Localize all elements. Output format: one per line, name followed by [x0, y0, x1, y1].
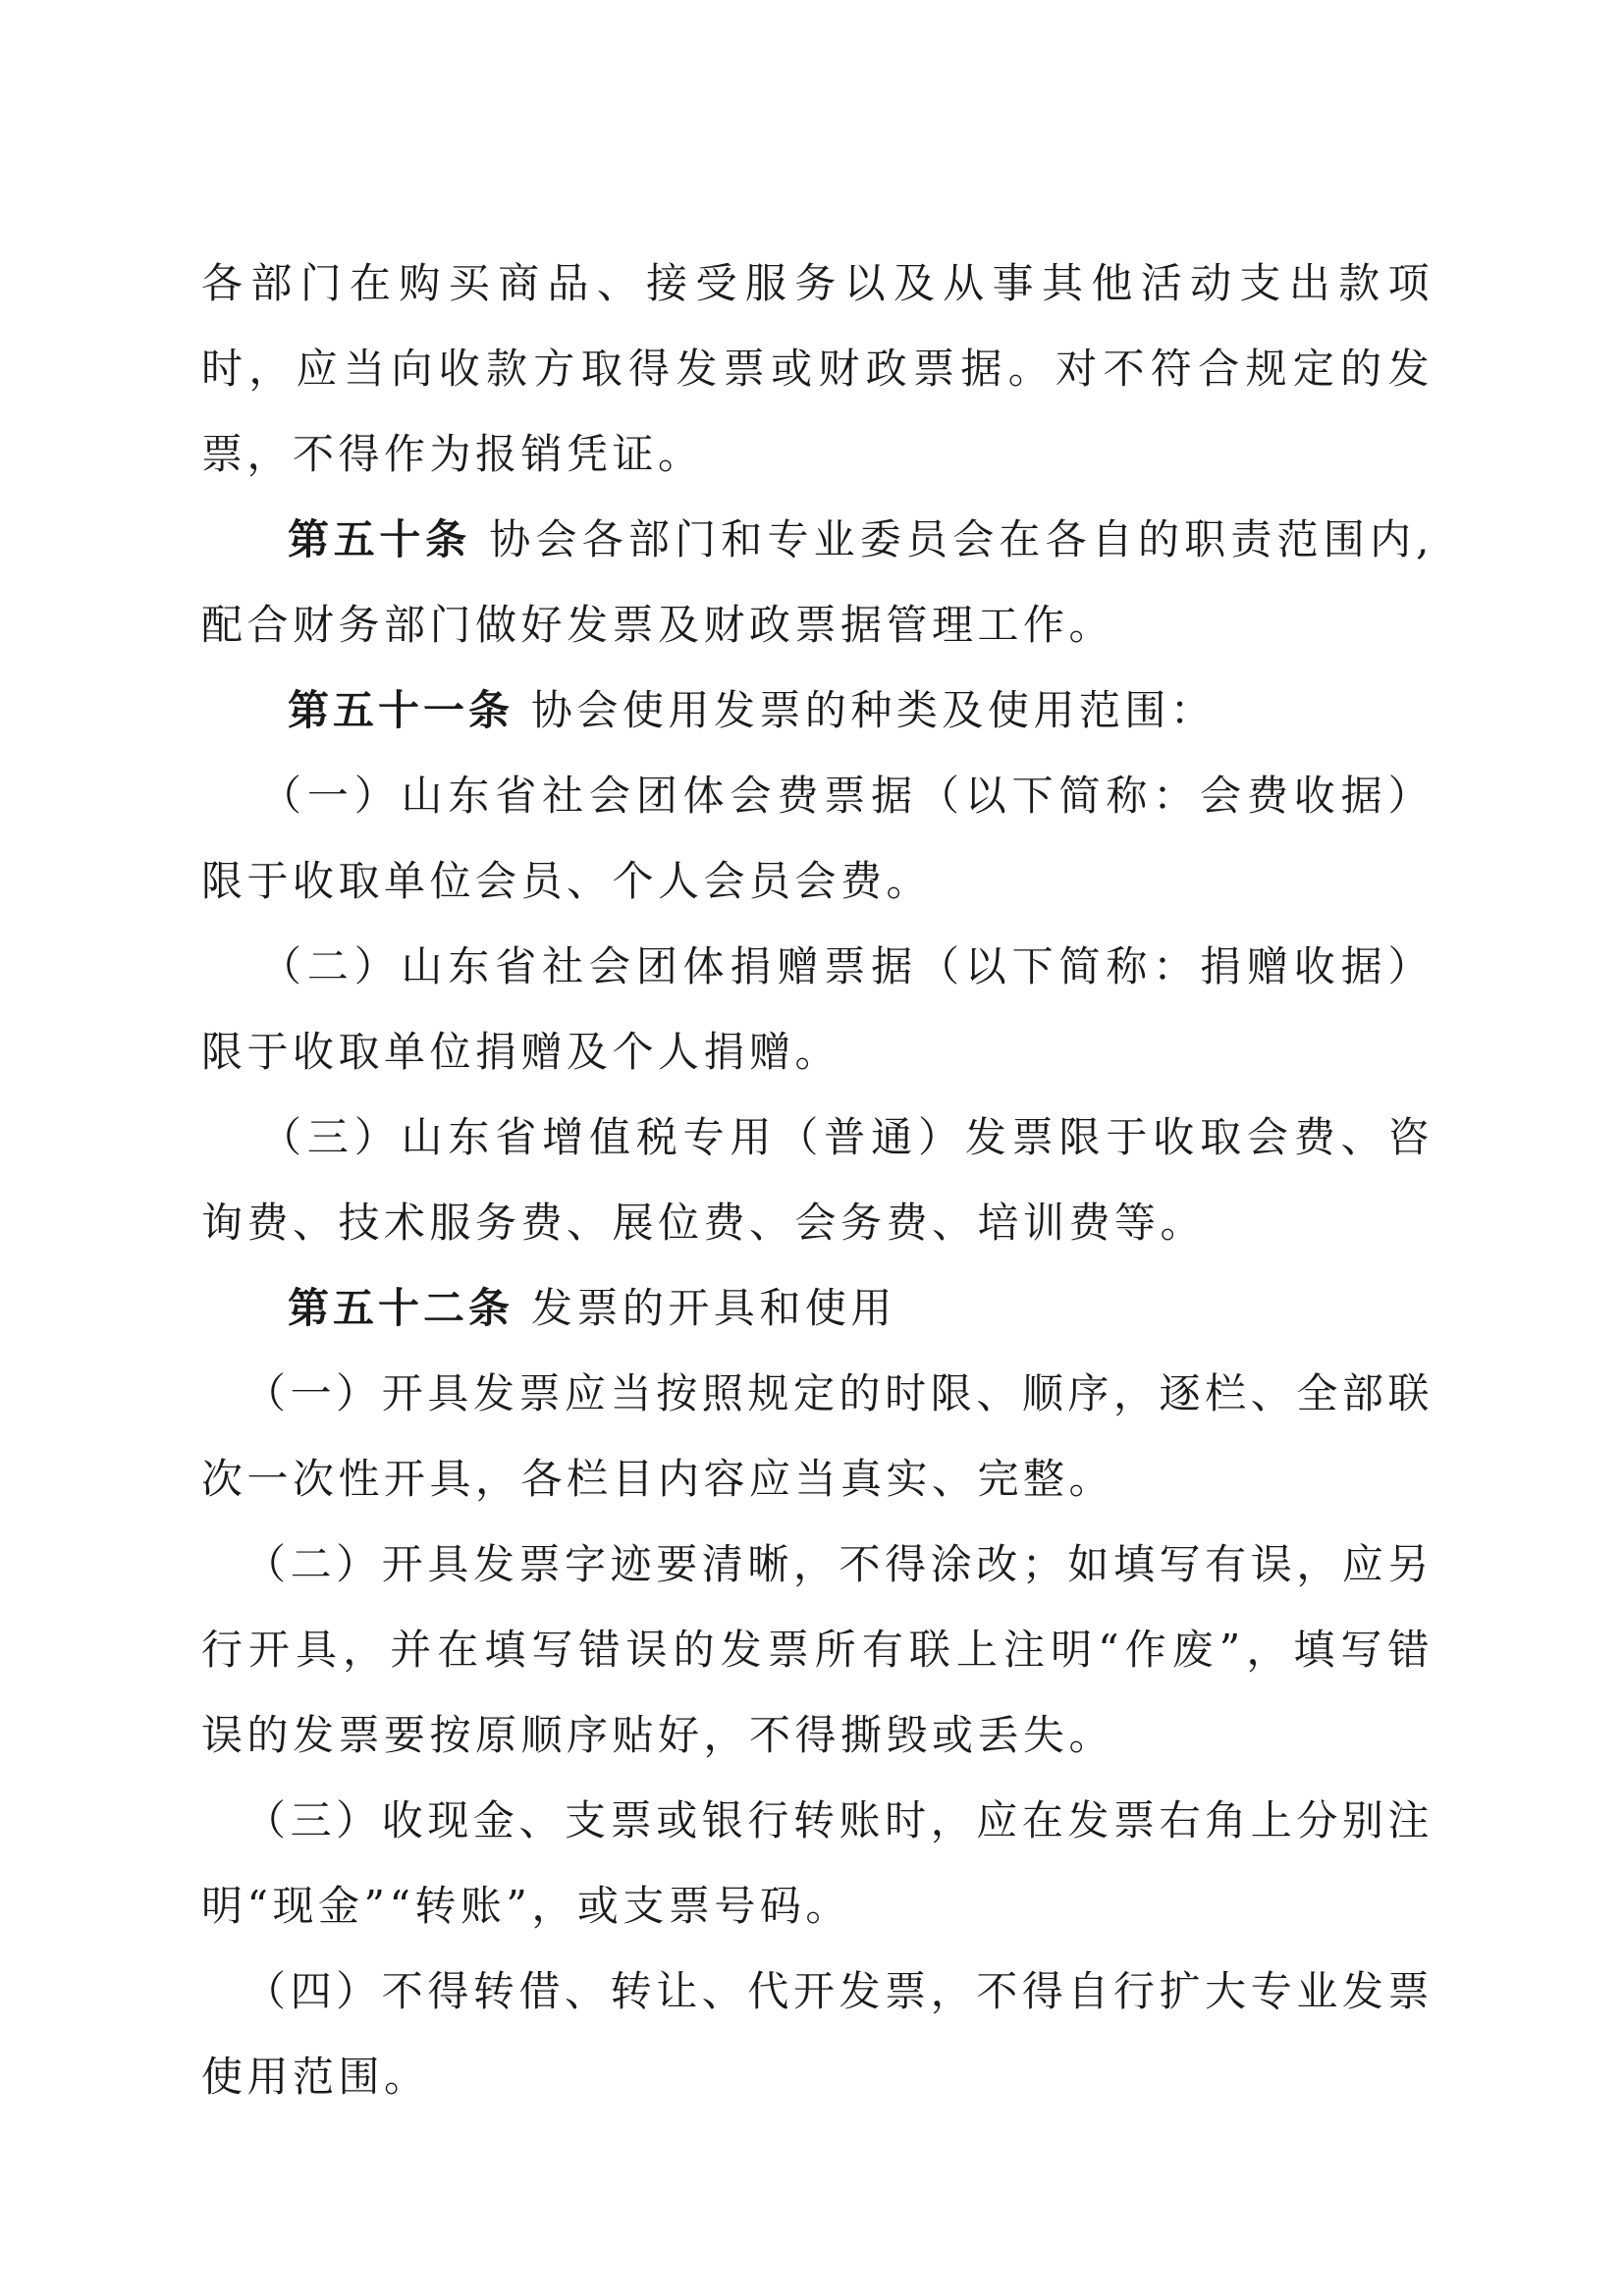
article-50-title: 第五十条 — [288, 515, 471, 563]
article-52-item-4: （四）不得转借、转让、代开发票，不得自行扩大专业发票使用范围。 — [201, 1967, 1434, 2101]
paragraph-continuation: 各部门在购买商品、接受服务以及从事其他活动支出款项时，应当向收款方取得发票或财政票据。对不符合规定的发票，不得作为报销凭证。 — [201, 259, 1434, 478]
document-body — [201, 240, 1434, 2119]
article-50-body: 协会各部门和专业委员会在各自的职责范围内,配合财务部门做好发票及财政票据管理工作。 — [201, 515, 1434, 649]
article-52-item-3: （三）收现金、支票或银行转账时，应在发票右角上分别注明“现金”“转账”，或支票号码。 — [201, 1796, 1434, 1930]
article-51-item-2: （二）山东省社会团体捐赠票据（以下简称：捐赠收据）限于收取单位捐赠及个人捐赠。 — [201, 942, 1434, 1076]
article-52-item-1: （一）开具发票应当按照规定的时限、顺序，逐栏、全部联次一次性开具，各栏目内容应当真实、完整。 — [201, 1369, 1434, 1503]
article-51-body: 协会使用发票的种类及使用范围： — [514, 686, 1217, 734]
article-51-title: 第五十一条 — [288, 686, 514, 734]
article-52 — [201, 1265, 1434, 1351]
article-52-item-2: （二）开具发票字迹要清晰，不得涂改；如填写有误，应另行开具，并在填写错误的发票所有联上注明“作废”，填写错误的发票要按原顺序贴好，不得撕毁或丢失。 — [201, 1540, 1434, 1759]
article-51-item-1: （一）山东省社会团体会费票据（以下简称：会费收据）限于收取单位会员、个人会员会费。 — [201, 772, 1434, 905]
article-50 — [201, 497, 1434, 667]
article-52-title: 第五十二条 — [288, 1284, 514, 1332]
article-51 — [201, 667, 1434, 753]
article-52-body: 发票的开具和使用 — [514, 1284, 896, 1332]
article-51-item-3: （三）山东省增值税专用（普通）发票限于收取会费、咨询费、技术服务费、展位费、会务费、培训费等。 — [201, 1113, 1434, 1247]
